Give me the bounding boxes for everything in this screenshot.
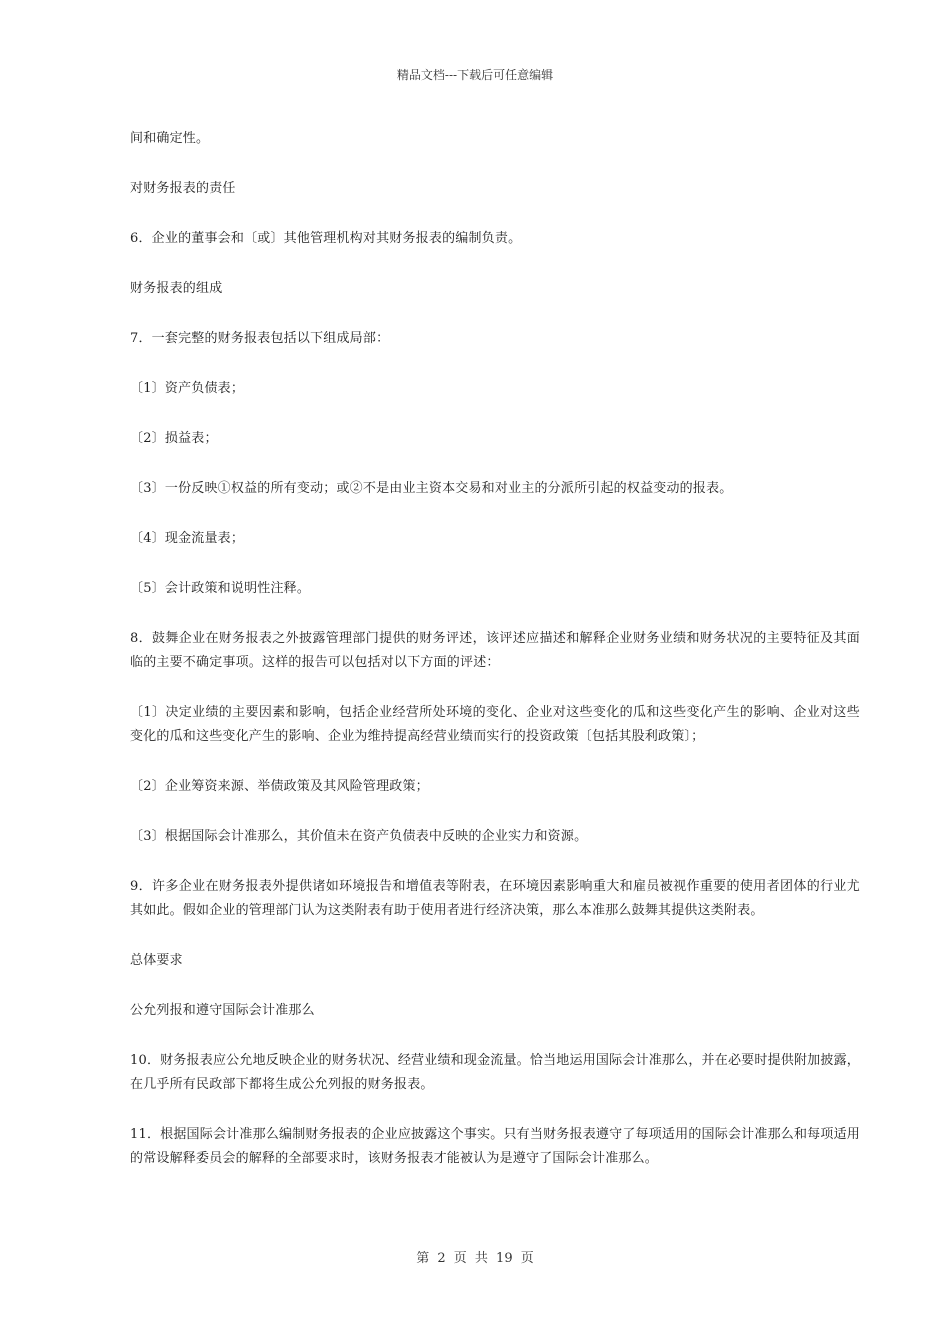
- paragraph: 6．企业的董事会和〔或〕其他管理机构对其财务报表的编制负责。: [130, 231, 522, 246]
- section-heading: 公允列报和遵守国际会计准那么: [130, 1003, 315, 1018]
- list-item: 〔5〕会计政策和说明性注释。: [130, 581, 311, 596]
- paragraph: 7．一套完整的财务报表包括以下组成局部：: [130, 331, 390, 346]
- list-item: 〔1〕资产负债表；: [130, 381, 245, 396]
- list-item: 〔2〕损益表；: [130, 431, 218, 446]
- list-item: 〔4〕现金流量表；: [130, 531, 245, 546]
- list-item: 〔2〕企业筹资来源、举债政策及其风险管理政策；: [130, 779, 429, 794]
- paragraph: 11．根据国际会计准那么编制财务报表的企业应披露这个事实。只有当财务报表遵守了每项适用的国际会计准那么和每项适用的常设解释委员会的解释的全部要求时，该财务报表才能被认为是遵守了国际会计准那么。: [130, 1127, 860, 1166]
- list-item: 〔1〕决定业绩的主要因素和影响，包括企业经营所处环境的变化、企业对这些变化的瓜和这些变化产生的影响、企业对这些变化的瓜和这些变化产生的影响、企业为维持提高经营业绩而实行的投资政策〔包括其股利政策〕；: [130, 705, 860, 744]
- list-item: 〔3〕一份反映①权益的所有变动；或②不是由业主资本交易和对业主的分派所引起的权益变动的报表。: [130, 481, 733, 496]
- page-footer: 第 2 页 共 19 页: [416, 1251, 534, 1266]
- paragraph: 8．鼓舞企业在财务报表之外披露管理部门提供的财务评述，该评述应描述和解释企业财务业绩和财务状况的主要特征及其面临的主要不确定事项。这样的报告可以包括对以下方面的评述：: [130, 631, 860, 670]
- page-header: 精品文档---下载后可任意编辑: [396, 68, 554, 82]
- paragraph: 间和确定性。: [130, 131, 210, 146]
- paragraph: 10．财务报表应公允地反映企业的财务状况、经营业绩和现金流量。恰当地运用国际会计准那么，并在必要时提供附加披露，在几乎所有民政部下都将生成公允列报的财务报表。: [130, 1053, 860, 1092]
- paragraph: 9．许多企业在财务报表外提供诸如环境报告和增值表等附表，在环境因素影响重大和雇员被视作重要的使用者团体的行业尤其如此。假如企业的管理部门认为这类附表有助于使用者进行经济决策，那么本准那么鼓舞其提供这类附表。: [130, 879, 860, 918]
- section-heading: 总体要求: [130, 953, 183, 968]
- document-body: [130, 127, 860, 1197]
- section-heading: 对财务报表的责任: [130, 181, 236, 196]
- list-item: 〔3〕根据国际会计准那么，其价值未在资产负债表中反映的企业实力和资源。: [130, 829, 588, 844]
- section-heading: 财务报表的组成: [130, 281, 223, 296]
